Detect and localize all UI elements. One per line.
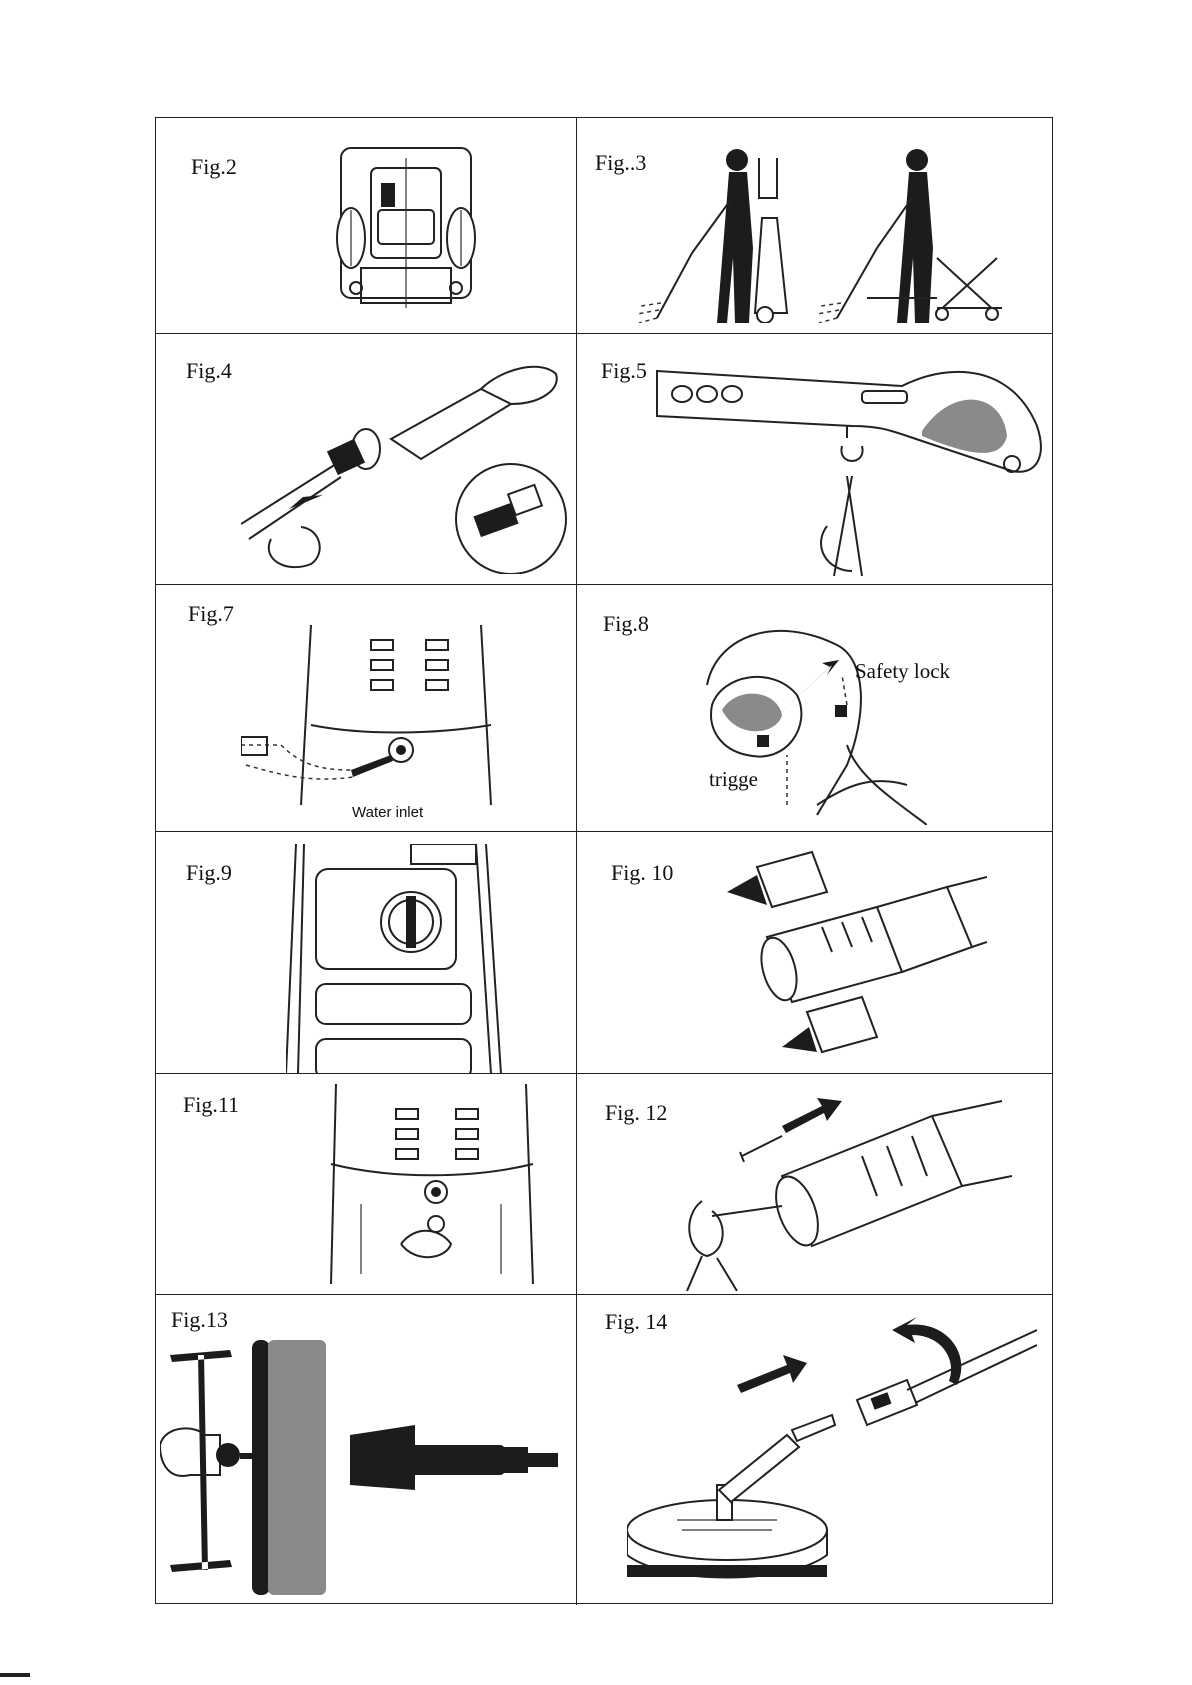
- figure-cell-fig4: [156, 334, 577, 584]
- figure-cell-fig13: [156, 1295, 577, 1605]
- nozzle-cleaning-needle-icon: [682, 1086, 1012, 1291]
- figure-cell-fig11: [156, 1074, 577, 1294]
- on-off-switch-icon: [286, 844, 516, 1073]
- page-edge-marks: [0, 1668, 1192, 1685]
- figure-row: [156, 1073, 1052, 1294]
- figure-label: Fig.7: [188, 601, 234, 626]
- figure-label: Fig.2: [191, 154, 237, 179]
- figure-row: [156, 831, 1052, 1073]
- safety-lock-label: Safety lock: [855, 659, 951, 683]
- figure-row: [156, 333, 1052, 584]
- figure-cell-fig8: [577, 585, 1051, 831]
- figure-label: Fig.8: [603, 611, 649, 636]
- figure-cell-fig3: [577, 118, 1051, 333]
- figure-label: Fig.4: [186, 358, 232, 383]
- operator-spraying-icon: [637, 138, 1017, 323]
- figure-cell-fig5: [577, 334, 1051, 584]
- spray-gun-icon: [652, 346, 1047, 576]
- figure-row: [156, 1294, 1052, 1605]
- figure-label: Fig.5: [601, 358, 647, 383]
- patio-cleaner-lance-icon: [627, 1315, 1037, 1585]
- figure-grid: [155, 117, 1053, 1604]
- figure-cell-fig10: [577, 832, 1051, 1073]
- trigger-label: trigge: [709, 767, 758, 791]
- figure-cell-fig12: [577, 1074, 1051, 1294]
- figure-cell-fig9: [156, 832, 577, 1073]
- figure-label: Fig. 14: [605, 1309, 668, 1334]
- adjustable-nozzle-icon: [727, 847, 987, 1062]
- figure-label: Fig. 12: [605, 1100, 668, 1125]
- water-inlet-icon: [241, 625, 501, 805]
- figure-row: [156, 118, 1052, 333]
- figure-cell-fig7: [156, 585, 577, 831]
- figure-label: Fig. 10: [611, 860, 674, 885]
- figure-label: Fig.13: [171, 1307, 228, 1332]
- figure-label: Fig.11: [183, 1092, 240, 1117]
- trigger-safety-lock-icon: [697, 605, 927, 825]
- figure-cell-fig14: [577, 1295, 1051, 1605]
- water-inlet-label: Water inlet: [352, 804, 424, 821]
- figure-row: [156, 584, 1052, 831]
- pressure-washer-base-icon: [316, 138, 496, 318]
- figure-label: Fig..3: [595, 150, 647, 175]
- outlet-fitting-icon: [321, 1084, 541, 1284]
- hose-coupling-icon: [241, 349, 571, 574]
- figure-label: Fig.9: [186, 860, 232, 885]
- figure-cell-fig2: [156, 118, 577, 333]
- patio-cleaner-assembly-icon: [160, 1335, 572, 1600]
